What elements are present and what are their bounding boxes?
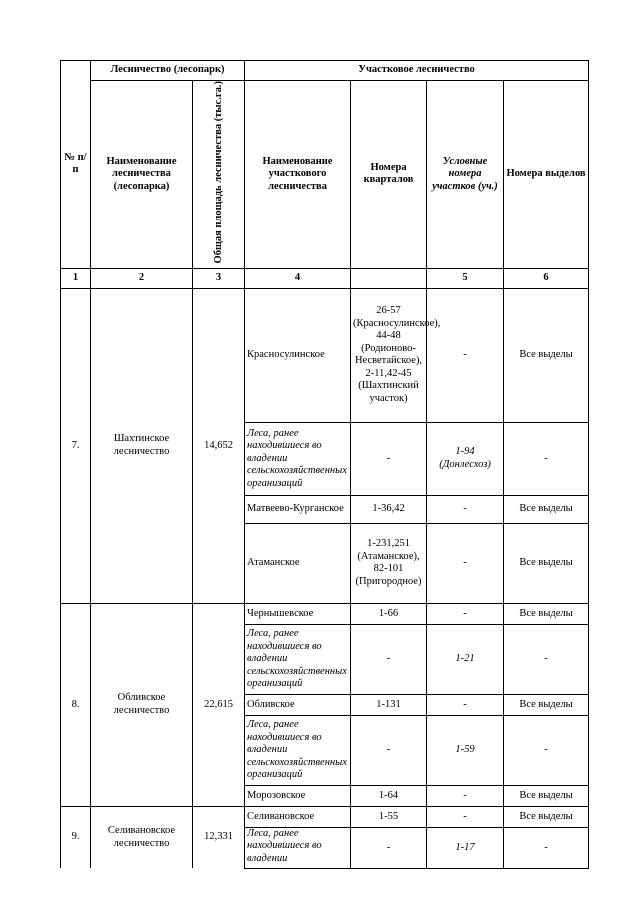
plots-value: 1-59 — [427, 715, 504, 785]
col-num-header: № п/п — [61, 61, 91, 269]
district-name-cell — [245, 827, 351, 868]
district-name: Красносулинское — [245, 288, 351, 422]
row-number: 9. — [61, 806, 91, 868]
col-number: 3 — [193, 268, 245, 288]
district-name: Леса, ранее находившиеся во владении сельскохозяйственных организаций — [245, 422, 351, 495]
quarters-value: 1-131 — [351, 694, 427, 715]
allotments-value: - — [504, 715, 589, 785]
table-row — [61, 603, 589, 624]
plots-value: 1-17 — [427, 827, 504, 868]
col-number: 6 — [504, 268, 589, 288]
col-number — [351, 268, 427, 288]
col-number: 5 — [427, 268, 504, 288]
row-number: 7. — [61, 288, 91, 603]
header-row-1 — [61, 61, 589, 81]
row-number: 8. — [61, 603, 91, 806]
forestry-table — [60, 60, 589, 869]
quarters-value: - — [351, 827, 427, 868]
table-row — [61, 288, 589, 422]
quarters-header: Номера кварталов — [351, 81, 427, 269]
district-name: Атаманское — [245, 523, 351, 603]
area-header: Общая площадь лесничества (тыс.га.) — [212, 81, 224, 264]
district-name-header: Наименование участкового лесничества — [245, 81, 351, 269]
district-name: Селивановское — [245, 806, 351, 827]
allotments-value: Все выделы — [504, 523, 589, 603]
allotments-value: Все выделы — [504, 806, 589, 827]
quarters-value: 1-36,42 — [351, 495, 427, 523]
allotments-value: Все выделы — [504, 694, 589, 715]
forestry-name-header: Наименование лесничества (лесопарка) — [91, 81, 193, 269]
forestry-group-header: Лесничество (лесопарк) — [91, 61, 245, 81]
quarters-value: - — [351, 715, 427, 785]
area-header-cell — [193, 81, 245, 269]
quarters-value: 1-66 — [351, 603, 427, 624]
allotments-value: - — [504, 624, 589, 694]
allotments-value: Все выделы — [504, 785, 589, 806]
plots-value: 1-21 — [427, 624, 504, 694]
plots-value: 1-94 (Донлесхоз) — [427, 422, 504, 495]
col-number-row — [61, 268, 589, 288]
forestry-name: Обливское лесничество — [91, 603, 193, 806]
forestry-area: 22,615 — [193, 603, 245, 806]
forestry-area: 14,652 — [193, 288, 245, 603]
quarters-value: 26-57 (Красносулинское), 44-48 (Родионово-Несветайское), 2-11,42-45 (Шахтинский участок) — [351, 288, 427, 422]
col-number: 4 — [245, 268, 351, 288]
forestry-name: Шахтинское лесничество — [91, 288, 193, 603]
allotments-value: - — [504, 827, 589, 868]
allotments-value: Все выделы — [504, 288, 589, 422]
plots-value: - — [427, 603, 504, 624]
plots-value: - — [427, 495, 504, 523]
quarters-value: 1-231,251 (Атаманское), 82-101 (Пригородное) — [351, 523, 427, 603]
table-row — [61, 806, 589, 827]
quarters-value: - — [351, 624, 427, 694]
col-number: 1 — [61, 268, 91, 288]
district-name: Морозовское — [245, 785, 351, 806]
plots-value: - — [427, 694, 504, 715]
quarters-value: 1-64 — [351, 785, 427, 806]
district-name: Леса, ранее находившиеся во владении — [247, 827, 322, 864]
plots-value: - — [427, 785, 504, 806]
plots-value: - — [427, 523, 504, 603]
district-name: Леса, ранее находившиеся во владении сельскохозяйственных организаций — [245, 715, 351, 785]
district-name: Чернышевское — [245, 603, 351, 624]
district-name: Леса, ранее находившиеся во владении сельскохозяйственных организаций — [245, 624, 351, 694]
allotments-value: - — [504, 422, 589, 495]
allotments-value: Все выделы — [504, 495, 589, 523]
quarters-value: 1-55 — [351, 806, 427, 827]
plots-value: - — [427, 288, 504, 422]
plots-header: Условные номера участков (уч.) — [427, 81, 504, 269]
quarters-value: - — [351, 422, 427, 495]
district-name: Обливское — [245, 694, 351, 715]
col-number: 2 — [91, 268, 193, 288]
allotments-header: Номера выделов — [504, 81, 589, 269]
forestry-area: 12,331 — [193, 806, 245, 868]
allotments-value: Все выделы — [504, 603, 589, 624]
plots-value: - — [427, 806, 504, 827]
header-row-2 — [61, 81, 589, 269]
district-name: Матвеево-Курганское — [245, 495, 351, 523]
district-group-header: Участковое лесничество — [245, 61, 589, 81]
forestry-name: Селивановское лесничество — [91, 806, 193, 868]
